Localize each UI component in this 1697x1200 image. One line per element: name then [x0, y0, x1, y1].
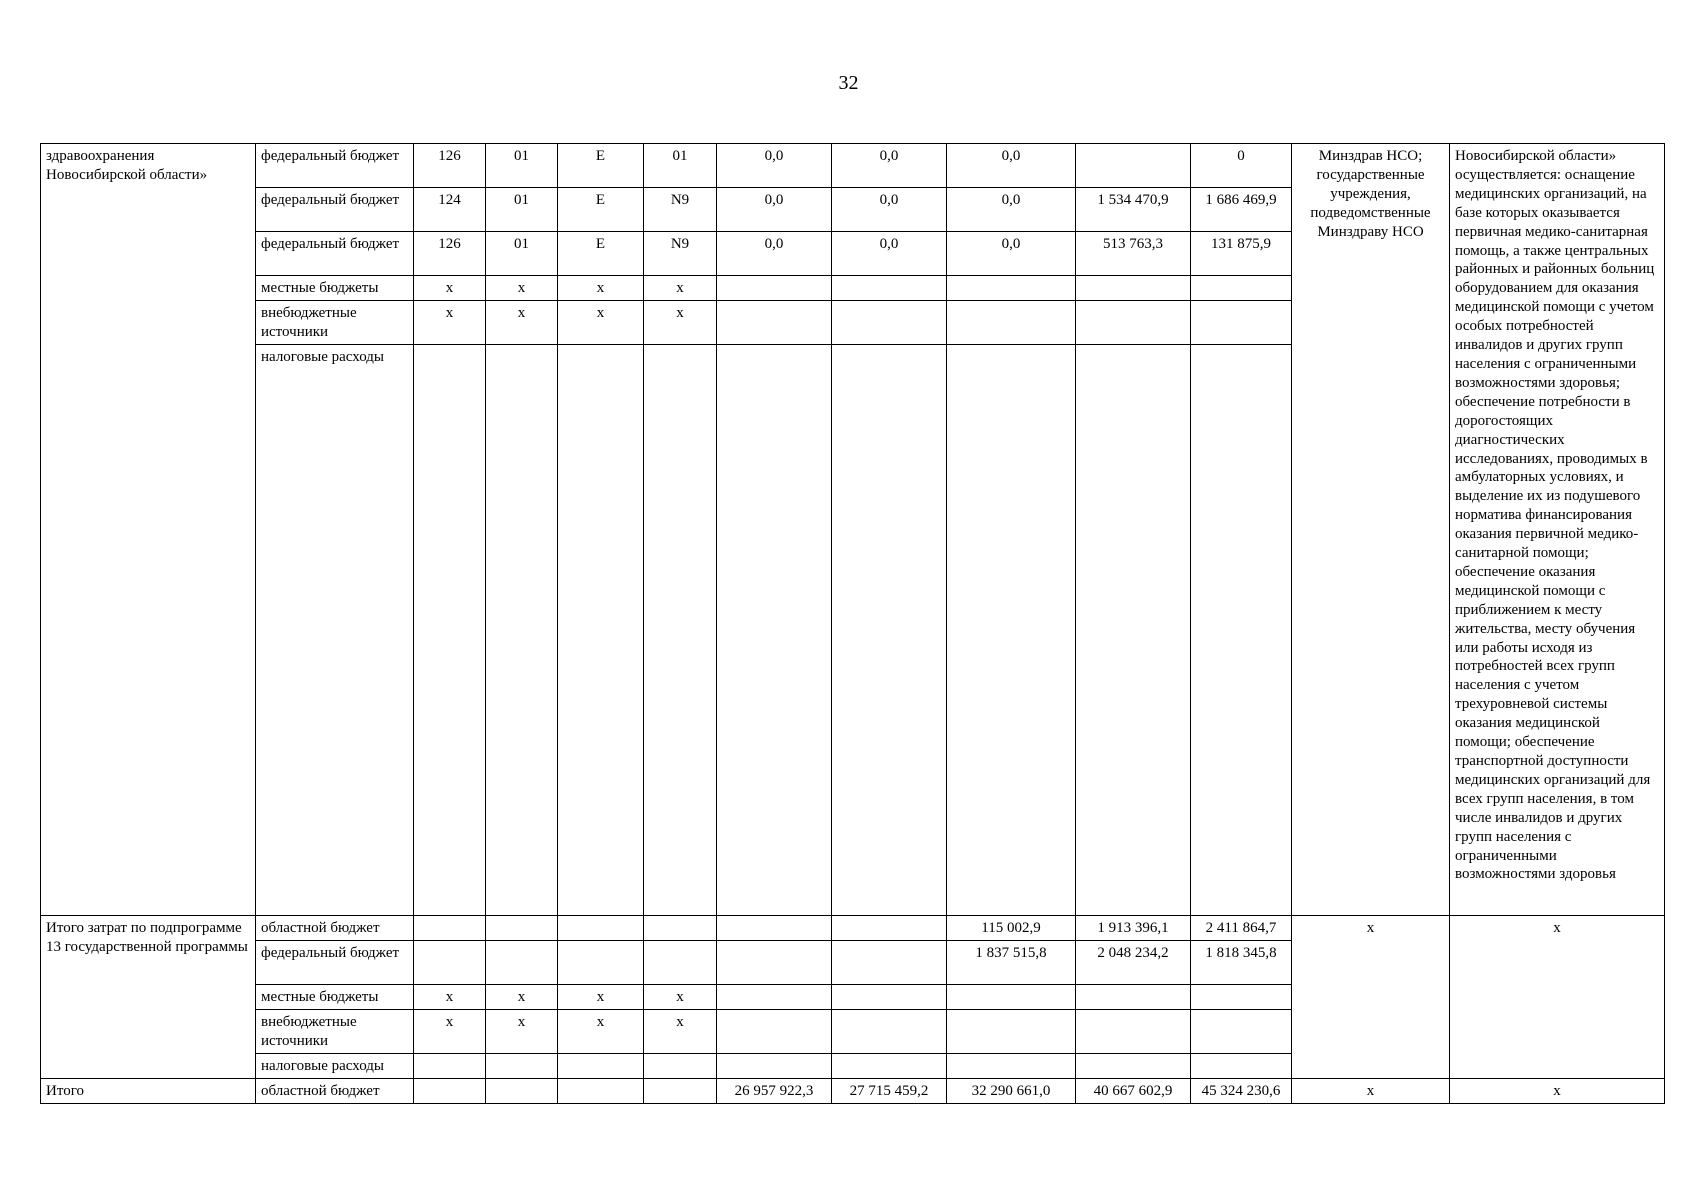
year-value-cell [947, 276, 1076, 301]
year-value-cell [1191, 1010, 1292, 1054]
year-value-cell [832, 301, 947, 345]
grbs-cell [414, 1054, 486, 1079]
target-code-cell [558, 345, 644, 916]
year-value-cell [717, 916, 832, 941]
financing-table [40, 143, 1665, 1104]
year-value-cell [717, 1010, 832, 1054]
page-number: 32 [838, 72, 859, 94]
expected-result-cell: Новосибирской области» осуществляется: оснащение медицинских организаций, на базе которых оказывается первичная медико-санитарная помощь, а также центральных районных и районных больниц оборудованием для оказания медицинской помощи с учетом особых потребностей инвалидов и других групп населения с ограниченными возможностями здоровья; обеспечение потребности в дорогостоящих диагностических исследованиях, проводимых в амбулаторных условиях, и выделение их из подушевого норматива финансирования оказания первичной медико-санитарной помощи; обеспечение оказания медицинской помощи с приближением к месту жительства, месту обучения или работы исходя из потребностей всех групп населения с учетом трехуровневой системы оказания медицинской помощи; обеспечение транспортной доступности медицинских организаций для всех групп населения, в том числе инвалидов и других групп населения с ограниченными возможностями здоровья [1450, 144, 1665, 916]
year-value-cell [1191, 985, 1292, 1010]
section-cell [486, 916, 558, 941]
target-code-cell: x [644, 985, 717, 1010]
year-value-cell: 32 290 661,0 [947, 1079, 1076, 1104]
year-value-cell: 2 048 234,2 [1076, 941, 1191, 985]
funding-source-cell: внебюджетные источники [256, 301, 414, 345]
year-value-cell: 1 913 396,1 [1076, 916, 1191, 941]
target-code-cell: x [558, 985, 644, 1010]
year-value-cell: 0,0 [832, 144, 947, 188]
section-cell: x [486, 301, 558, 345]
year-value-cell: 0,0 [947, 232, 1076, 276]
target-code-cell [558, 1079, 644, 1104]
funding-source-cell: областной бюджет [256, 916, 414, 941]
grbs-cell: x [414, 301, 486, 345]
year-value-cell [717, 276, 832, 301]
year-value-cell [717, 345, 832, 916]
year-value-cell [1076, 144, 1191, 188]
funding-source-cell: федеральный бюджет [256, 144, 414, 188]
target-code-cell: x [644, 1010, 717, 1054]
year-value-cell [1191, 301, 1292, 345]
target-code-cell [558, 1054, 644, 1079]
subtotal-name-cell: Итого затрат по подпрограмме 13 государственной программы [41, 916, 256, 1079]
year-value-cell [947, 1054, 1076, 1079]
year-value-cell [1076, 1054, 1191, 1079]
year-value-cell [1076, 301, 1191, 345]
year-value-cell: 1 534 470,9 [1076, 188, 1191, 232]
section-cell: x [486, 276, 558, 301]
funding-source-cell: местные бюджеты [256, 985, 414, 1010]
grbs-cell: x [414, 276, 486, 301]
section-cell: 01 [486, 232, 558, 276]
year-value-cell [1076, 276, 1191, 301]
year-value-cell: 0,0 [717, 232, 832, 276]
year-value-cell [1076, 345, 1191, 916]
grbs-cell: x [414, 985, 486, 1010]
year-value-cell: 115 002,9 [947, 916, 1076, 941]
table-row [41, 916, 1665, 941]
year-value-cell [947, 985, 1076, 1010]
year-value-cell [1076, 985, 1191, 1010]
grbs-cell: x [414, 1010, 486, 1054]
grbs-cell: 126 [414, 232, 486, 276]
year-value-cell: 131 875,9 [1191, 232, 1292, 276]
section-cell: x [486, 1010, 558, 1054]
target-code-cell [644, 345, 717, 916]
year-value-cell: 1 686 469,9 [1191, 188, 1292, 232]
funding-source-cell: налоговые расходы [256, 1054, 414, 1079]
target-code-cell [558, 916, 644, 941]
expected-result-cell: x [1450, 1079, 1665, 1104]
section-cell [486, 1079, 558, 1104]
target-code-cell: E [558, 232, 644, 276]
target-code-cell: x [558, 276, 644, 301]
year-value-cell: 0 [1191, 144, 1292, 188]
section-cell [486, 345, 558, 916]
year-value-cell: 0,0 [832, 188, 947, 232]
year-value-cell [832, 345, 947, 916]
target-code-cell [644, 1079, 717, 1104]
section-cell: 01 [486, 188, 558, 232]
funding-source-cell: федеральный бюджет [256, 188, 414, 232]
year-value-cell [832, 941, 947, 985]
year-value-cell [832, 985, 947, 1010]
grbs-cell [414, 916, 486, 941]
measure-name-cell: здравоохранения Новосибирской области» [41, 144, 256, 916]
year-value-cell: 27 715 459,2 [832, 1079, 947, 1104]
table-row [41, 144, 1665, 188]
target-code-cell: 01 [644, 144, 717, 188]
target-code-cell [644, 941, 717, 985]
year-value-cell [947, 345, 1076, 916]
grbs-cell: 124 [414, 188, 486, 232]
year-value-cell: 0,0 [717, 188, 832, 232]
section-cell [486, 1054, 558, 1079]
year-value-cell [832, 1010, 947, 1054]
year-value-cell: 0,0 [717, 144, 832, 188]
funding-source-cell: областной бюджет [256, 1079, 414, 1104]
grbs-cell [414, 345, 486, 916]
year-value-cell [1191, 276, 1292, 301]
target-code-cell [644, 1054, 717, 1079]
target-code-cell: x [558, 1010, 644, 1054]
section-cell: 01 [486, 144, 558, 188]
year-value-cell [1191, 1054, 1292, 1079]
section-cell: x [486, 985, 558, 1010]
year-value-cell: 2 411 864,7 [1191, 916, 1292, 941]
target-code-cell: N9 [644, 232, 717, 276]
table-row [41, 1079, 1665, 1104]
year-value-cell: 0,0 [947, 144, 1076, 188]
target-code-cell: x [644, 301, 717, 345]
year-value-cell: 26 957 922,3 [717, 1079, 832, 1104]
year-value-cell: 45 324 230,6 [1191, 1079, 1292, 1104]
funding-source-cell: внебюджетные источники [256, 1010, 414, 1054]
executor-cell: x [1292, 916, 1450, 1079]
target-code-cell: E [558, 144, 644, 188]
year-value-cell: 1 837 515,8 [947, 941, 1076, 985]
year-value-cell: 0,0 [832, 232, 947, 276]
year-value-cell [947, 301, 1076, 345]
year-value-cell [832, 1054, 947, 1079]
grbs-cell [414, 1079, 486, 1104]
target-code-cell: x [644, 276, 717, 301]
funding-source-cell: налоговые расходы [256, 345, 414, 916]
year-value-cell [717, 985, 832, 1010]
year-value-cell [1076, 1010, 1191, 1054]
year-value-cell: 0,0 [947, 188, 1076, 232]
year-value-cell: 1 818 345,8 [1191, 941, 1292, 985]
year-value-cell [717, 301, 832, 345]
funding-source-cell: местные бюджеты [256, 276, 414, 301]
target-code-cell [558, 941, 644, 985]
target-code-cell [644, 916, 717, 941]
year-value-cell: 40 667 602,9 [1076, 1079, 1191, 1104]
funding-source-cell: федеральный бюджет [256, 232, 414, 276]
target-code-cell: N9 [644, 188, 717, 232]
year-value-cell [832, 276, 947, 301]
year-value-cell [832, 916, 947, 941]
target-code-cell: E [558, 188, 644, 232]
executor-cell: Минздрав НСО; государственные учреждения, подведомственные Минздраву НСО [1292, 144, 1450, 916]
total-name-cell: Итого [41, 1079, 256, 1104]
year-value-cell [1191, 345, 1292, 916]
year-value-cell: 513 763,3 [1076, 232, 1191, 276]
section-cell [486, 941, 558, 985]
year-value-cell [717, 1054, 832, 1079]
target-code-cell: x [558, 301, 644, 345]
year-value-cell [717, 941, 832, 985]
year-value-cell [947, 1010, 1076, 1054]
funding-source-cell: федеральный бюджет [256, 941, 414, 985]
grbs-cell: 126 [414, 144, 486, 188]
grbs-cell [414, 941, 486, 985]
expected-result-cell: x [1450, 916, 1665, 1079]
executor-cell: x [1292, 1079, 1450, 1104]
